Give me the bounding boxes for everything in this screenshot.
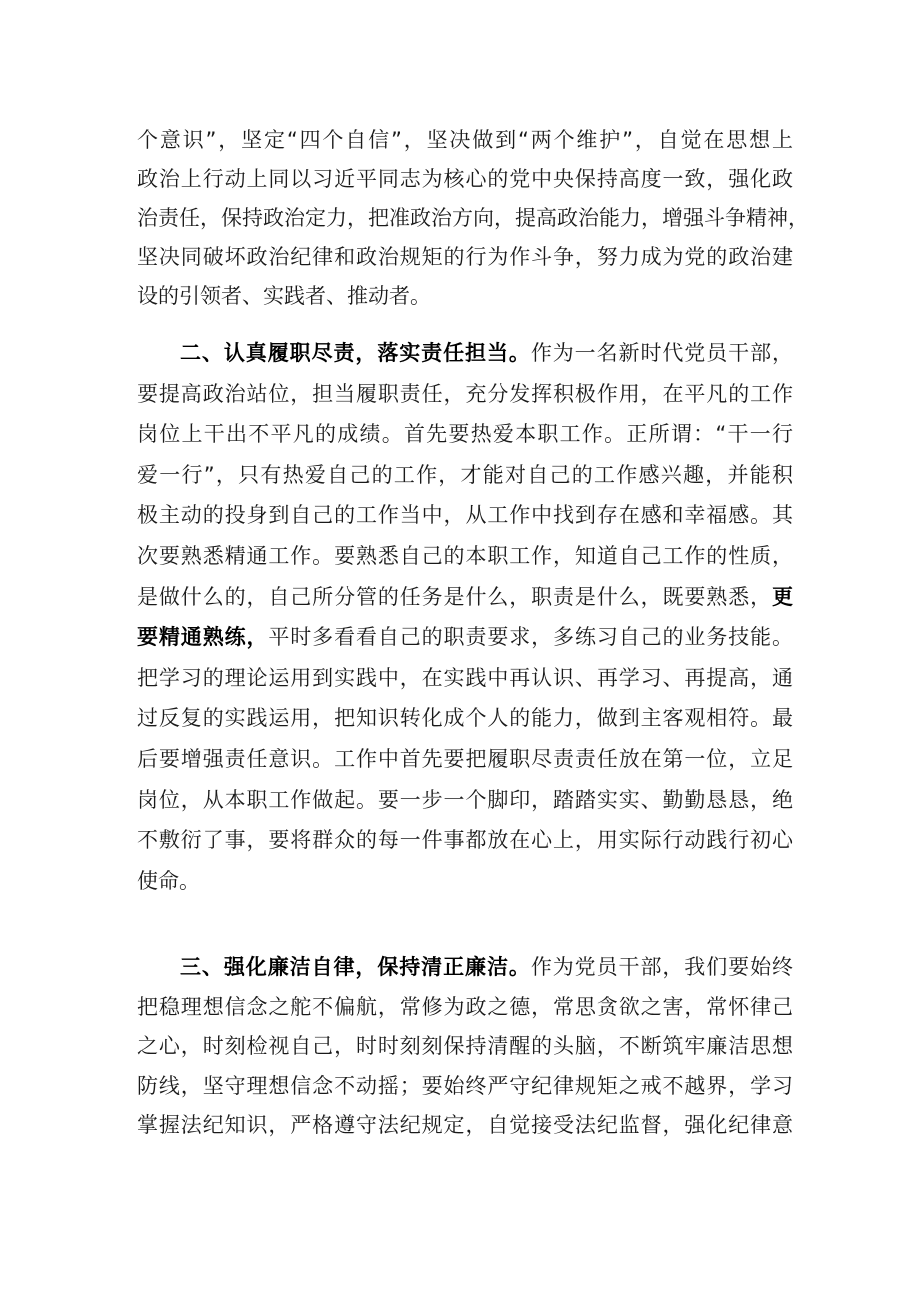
body-text: 设的引领者、实践者、推动者。 xyxy=(137,284,431,308)
paragraph-2-line xyxy=(137,745,793,773)
paragraph-2-line xyxy=(137,664,793,692)
body-text: 不敷衍了事，要将群众的每一件事都放在心上，用实际行动践行初心 xyxy=(137,828,793,853)
body-text: 爱一行”，只有热爱自己的工作，才能对自己的工作感兴趣，并能积 xyxy=(137,462,793,487)
paragraph-2-line xyxy=(180,339,793,367)
paragraph-2-line xyxy=(137,704,793,732)
body-text: 极主动的投身到自己的工作当中，从工作中找到存在感和幸福感。其 xyxy=(137,503,793,528)
paragraph-1-line xyxy=(137,282,793,310)
paragraph-1-line xyxy=(137,165,793,193)
paragraph-1-line xyxy=(137,243,793,271)
body-text: 后要增强责任意识。工作中首先要把履职尽责责任放在第一位，立足 xyxy=(137,747,793,771)
body-text: 作为党员干部，我们要始终 xyxy=(530,955,794,979)
body-text: 岗位，从本职工作做起。要一步一个脚印，踏踏实实、勤勤恳恳，绝 xyxy=(137,787,793,812)
body-text: 把学习的理论运用到实践中，在实践中再认识、再学习、再提高，通 xyxy=(137,665,793,690)
paragraph-2-line xyxy=(137,420,793,448)
body-text: 岗位上干出不平凡的成绩。首先要热爱本职工作。正所谓：“干一行 xyxy=(137,422,793,447)
body-text: 使命。 xyxy=(137,868,200,893)
body-text: 把稳理想信念之舵不偏航，常修为政之德，常思贪欲之害，常怀律己 xyxy=(137,994,793,1019)
body-text: 要提高政治站位，担当履职责任，充分发挥积极作用，在平凡的工作 xyxy=(137,381,793,406)
paragraph-2-line xyxy=(137,623,793,651)
body-text: 作为一名新时代党员干部， xyxy=(530,341,794,365)
paragraph-3-line xyxy=(137,1111,793,1139)
body-text: 政治上行动上同以习近平同志为核心的党中央保持高度一致，强化政 xyxy=(137,167,793,191)
paragraph-2-line xyxy=(137,786,793,814)
body-text: 平时多看看自己的职责要求，多练习自己的业务技能。 xyxy=(268,625,794,650)
body-text: 治责任，保持政治定力，把准政治方向，提高政治能力，增强斗争精神， xyxy=(137,206,809,230)
paragraph-2-line xyxy=(137,826,793,854)
bold-heading-text: 要精通熟练， xyxy=(137,625,269,650)
paragraph-2-line xyxy=(137,583,793,611)
paragraph-2-line xyxy=(137,542,793,570)
body-text: 次要熟悉精通工作。要熟悉自己的本职工作，知道自己工作的性质， xyxy=(137,544,793,568)
body-text: 之心，时刻检视自己，时时刻刻保持清醒的头脑，不断筑牢廉洁思想 xyxy=(137,1034,793,1059)
paragraph-2-line xyxy=(137,501,793,529)
body-text: 掌握法纪知识，严格遵守法纪规定，自觉接受法纪监督，强化纪律意 xyxy=(137,1113,793,1138)
paragraph-3-line xyxy=(180,953,793,981)
paragraph-2-line xyxy=(137,380,793,408)
body-text: 个意识”，坚定“四个自信”，坚决做到“两个维护”，自觉在思想上 xyxy=(137,128,793,152)
paragraph-1-line xyxy=(137,204,809,232)
bold-heading-text: 二、认真履职尽责，落实责任担当。 xyxy=(180,341,531,365)
body-text: 坚决同破坏政治纪律和政治规矩的行为作斗争，努力成为党的政治建 xyxy=(137,245,793,269)
paragraph-3-line xyxy=(137,1072,793,1100)
paragraph-2-line xyxy=(137,867,793,895)
paragraph-3-line xyxy=(137,993,793,1021)
body-text: 过反复的实践运用，把知识转化成个人的能力，做到主客观相符。最 xyxy=(137,706,793,731)
body-text: 防线，坚守理想信念不动摇；要始终严守纪律规矩之戒不越界，学习 xyxy=(137,1073,793,1098)
bold-heading-text: 更 xyxy=(772,584,793,609)
paragraph-1-line xyxy=(137,126,793,154)
body-text: 是做什么的，自己所分管的任务是什么，职责是什么，既要熟悉， xyxy=(137,584,772,609)
paragraph-3-line xyxy=(137,1032,793,1060)
bold-heading-text: 三、强化廉洁自律，保持清正廉洁。 xyxy=(180,955,531,979)
paragraph-2-line xyxy=(137,461,793,489)
